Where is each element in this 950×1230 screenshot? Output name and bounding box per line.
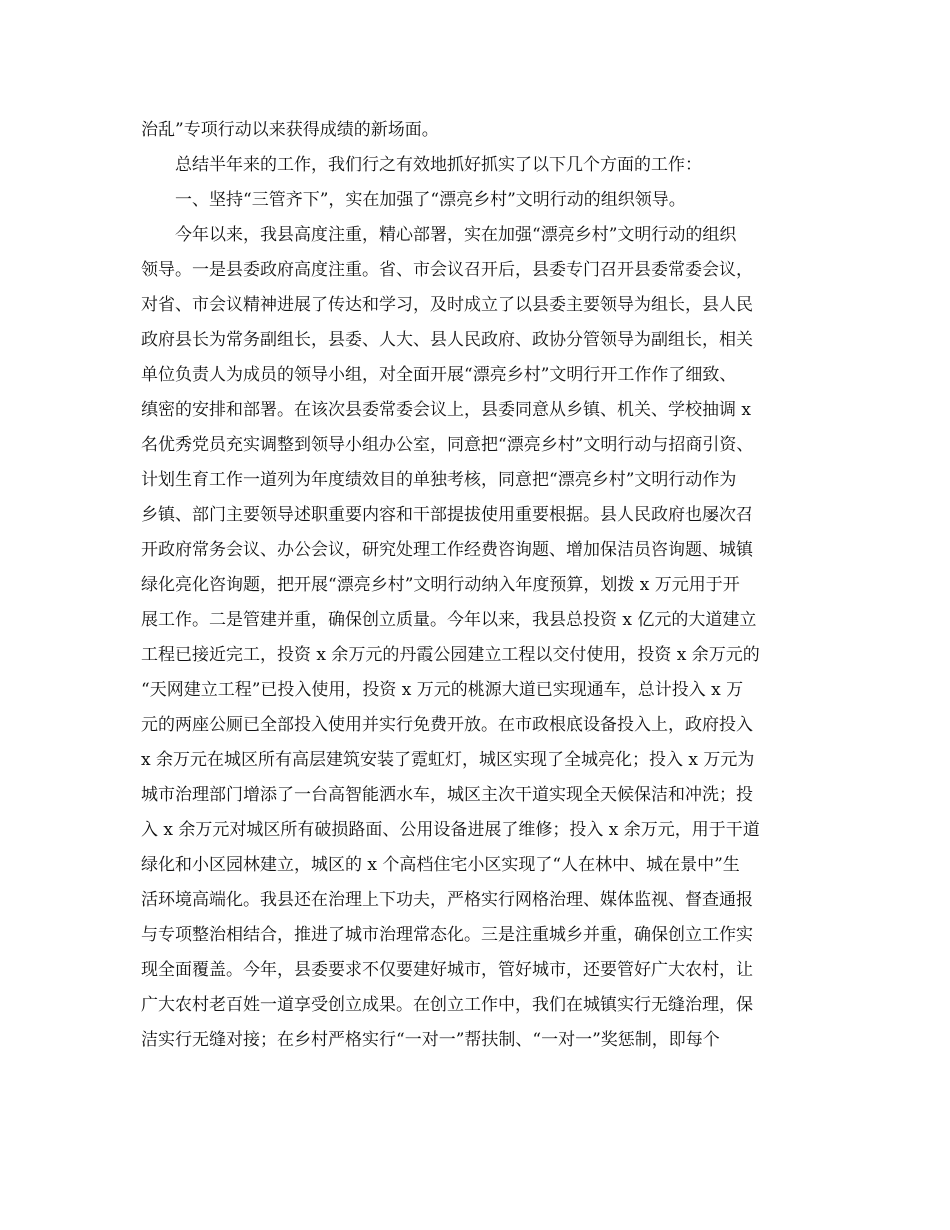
text-line: 工程已接近完工，投资 x 余万元的丹霞公园建立工程以交付使用，投资 x 余万元的 [141,645,760,665]
text-line: 领导。一是县委政府高度注重。省、市会议召开后，县委专门召开县委常委会议， [141,260,753,280]
section-heading: 一、坚持“三管齐下”，实在加强了“漂亮乡村”文明行动的组织领导。 [175,190,686,210]
text-line: 绿化亮化咨询题，把开展“漂亮乡村”文明行动纳入年度预算，划拨 x 万元用于开 [141,575,740,595]
document-body [141,113,831,1058]
text-line: 入 x 余万元对城区所有破损路面、公用设备进展了维修；投入 x 余万元，用于干道 [141,820,760,840]
text-line: 洁实行无缝对接；在乡村严格实行“一对一”帮扶制、“一对一”奖惩制，即每个 [141,1030,720,1050]
text-line: 与专项整治相结合，推进了城市治理常态化。三是注重城乡并重，确保创立工作实 [141,925,753,945]
text-line: x 余万元在城区所有高层建筑安装了霓虹灯，城区实现了全城亮化；投入 x 万元为 [141,750,755,770]
text-line: 开政府常务会议、办公会议，研究处理工作经费咨询题、增加保洁员咨询题、城镇 [141,540,753,560]
text-line: 治乱”专项行动以来获得成绩的新场面。 [141,120,439,140]
text-line: 元的两座公厕已全部投入使用并实行免费开放。在市政根底设备投入上，政府投入 [141,715,753,735]
text-line: “天网建立工程”已投入使用，投资 x 万元的桃源大道已实现通车，总计投入 x 万 [141,680,744,700]
text-line: 乡镇、部门主要领导述职重要内容和干部提拔使用重要根据。县人民政府也屡次召 [141,505,753,525]
text-line: 单位负责人为成员的领导小组，对全面开展“漂亮乡村”文明行开工作作了细致、 [141,365,737,385]
text-line: 对省、市会议精神进展了传达和学习，及时成立了以县委主要领导为组长，县人民 [141,295,753,315]
text-line: 政府县长为常务副组长，县委、人大、县人民政府、政协分管领导为副组长，相关 [141,330,753,350]
text-line: 现全面覆盖。今年，县委要求不仅要建好城市，管好城市，还要管好广大农村，让 [141,960,753,980]
text-line: 活环境高端化。我县还在治理上下功夫，严格实行网格治理、媒体监视、督查通报 [141,890,753,910]
text-line: 计划生育工作一道列为年度绩效目的单独考核，同意把“漂亮乡村”文明行动作为 [141,470,737,490]
text-line: 广大农村老百姓一道享受创立成果。在创立工作中，我们在城镇实行无缝治理，保 [141,995,753,1015]
text-line: 城市治理部门增添了一台高智能洒水车，城区主次干道实现全天候保洁和冲洗；投 [141,785,753,805]
text-line: 今年以来，我县高度注重，精心部署，实在加强“漂亮乡村”文明行动的组织 [175,225,737,245]
text-line: 缜密的安排和部署。在该次县委常委会议上，县委同意从乡镇、机关、学校抽调 x [141,400,751,420]
text-line: 展工作。二是管建并重，确保创立质量。今年以来，我县总投资 x 亿元的大道建立 [141,610,757,630]
text-line: 名优秀党员充实调整到领导小组办公室，同意把“漂亮乡村”文明行动与招商引资、 [141,435,754,455]
text-line: 总结半年来的工作，我们行之有效地抓好抓实了以下几个方面的工作： [175,155,702,175]
text-line: 绿化和小区园林建立，城区的 x 个高档住宅小区实现了“人在林中、城在景中”生 [141,855,740,875]
